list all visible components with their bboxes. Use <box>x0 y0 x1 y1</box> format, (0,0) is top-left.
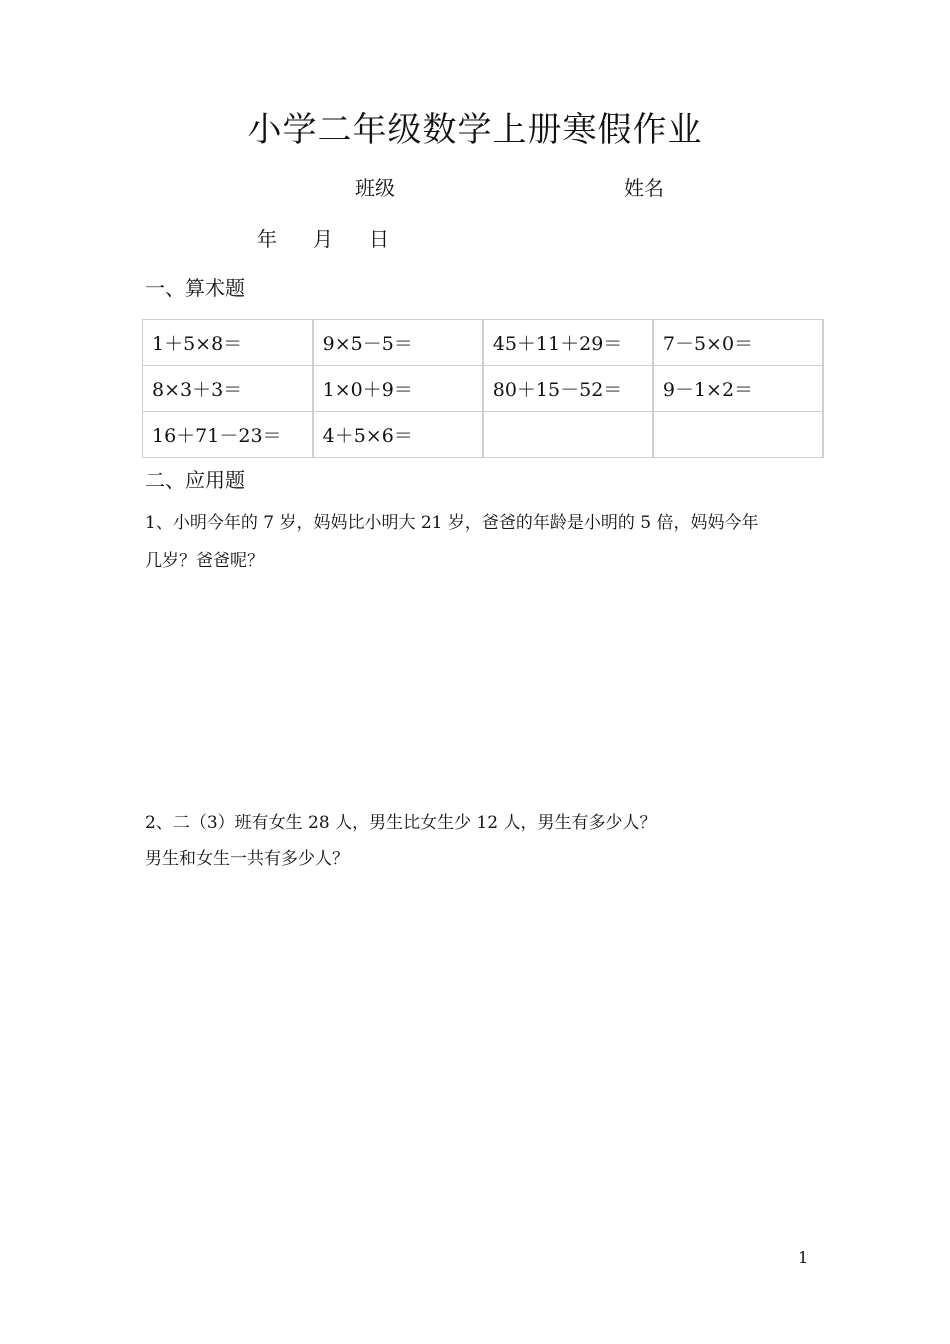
page-number: 1 <box>798 1248 809 1267</box>
table-row <box>143 412 824 458</box>
month-label: 月 <box>313 227 333 251</box>
question-2-line-2: 男生和女生一共有多少人？ <box>145 849 349 869</box>
question-1-line-2: 几岁？爸爸呢？ <box>145 551 264 571</box>
question-1-line-1: 1、小明今年的 7 岁，妈妈比小明大 21 岁，爸爸的年龄是小明的 5 倍，妈妈今年 <box>145 513 759 533</box>
table-cell: 80＋15－52＝ <box>483 366 653 412</box>
table-cell: 4＋5×6＝ <box>313 412 483 458</box>
table-cell: 7－5×0＝ <box>653 320 823 366</box>
table-cell: 9×5－5＝ <box>313 320 483 366</box>
day-label: 日 <box>369 227 389 251</box>
table-cell: 45＋11＋29＝ <box>483 320 653 366</box>
question-2-line-1: 2、二（3）班有女生 28 人，男生比女生少 12 人，男生有多少人？ <box>145 813 657 833</box>
table-cell: 16＋71－23＝ <box>143 412 313 458</box>
year-label: 年 <box>257 227 277 251</box>
page-title: 小学二年级数学上册寒假作业 <box>247 110 703 150</box>
table-cell: 1×0＋9＝ <box>313 366 483 412</box>
table-row <box>143 366 824 412</box>
table-cell <box>653 412 823 458</box>
table-cell: 9－1×2＝ <box>653 366 823 412</box>
arithmetic-table <box>142 319 824 458</box>
class-label: 班级 <box>355 176 395 200</box>
section-heading-word-problems: 二、应用题 <box>145 468 245 492</box>
table-cell: 8×3＋3＝ <box>143 366 313 412</box>
table-cell <box>483 412 653 458</box>
name-label: 姓名 <box>624 176 664 200</box>
table-row <box>143 320 824 366</box>
section-heading-arithmetic: 一、算术题 <box>145 276 245 300</box>
table-cell: 1＋5×8＝ <box>143 320 313 366</box>
